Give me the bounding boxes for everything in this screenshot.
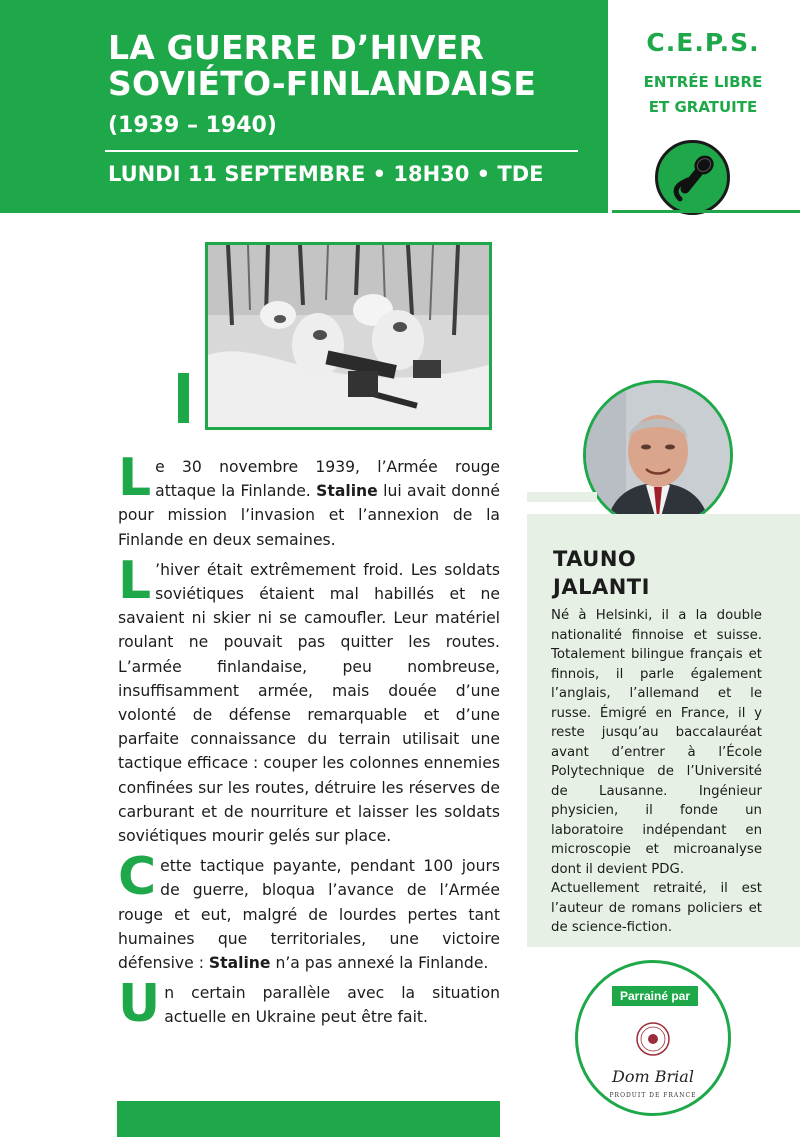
article-paragraph-2: [118, 550, 500, 848]
title-dates: (1939 – 1940): [108, 113, 277, 138]
speaker-bio: [551, 606, 762, 938]
footer-bar: [117, 1101, 500, 1137]
speaker-bio-paragraph-2: Actuellement retraité, il est l’auteur de romans policiers et de science-fiction.: [551, 881, 762, 935]
drop-cap: L: [118, 448, 152, 508]
accent-bar: [178, 373, 189, 423]
title-line-1: LA GUERRE D’HIVER: [108, 28, 485, 67]
sponsor-tagline: PRODUIT DE FRANCE: [609, 1092, 697, 1099]
article-paragraph-1: [118, 448, 500, 552]
organizer-name: C.E.P.S.: [646, 28, 760, 57]
article-text: ette tactique payante, pendant 100 jours de guerre, bloqua l’avance de l’Armée rouge et eut, malgré de lourdes pertes tant humaines que territoriales, une victoire défensive :: [118, 857, 500, 973]
article-text: ’hiver était extrêmement froid. Les soldats soviétiques étaient mal habillés et ne savaient ni skier ni se camoufler. Leur matériel roulant ne pouvait pas quitter les routes. L’armée finlandaise, peu nombreuse, insuffisamment armée, mais douée d’une volonté de défense remarquable et d’une parfaite connaissance du terrain utilisait une tactique efficace : couper les colonnes ennemies confinées sur les routes, détruire les réserves de carburant et de nourriture et laisser les soldats soviétiques mourir gelés sur place.: [118, 560, 500, 846]
article-text: n’a pas annexé la Finlande.: [270, 954, 489, 973]
free-entry: [618, 70, 788, 120]
speaker-bio-paragraph-1: Né à Helsinki, il a la double nationalité finnoise et suisse. Totalement bilingue français et finnois, il parle également l’anglais, l’allemand et le russe. Émigré en France, il y reste jusqu’au baccalauréat avant d’entrer à l’École Polytechnique de l’Université de Lausanne. Ingénieur physicien, il fonde un laboratoire indépendant en microscopie et microanalyse dont il devient PDG.: [551, 608, 762, 877]
page-title: [108, 30, 536, 102]
speaker-last-name: JALANTI: [553, 575, 650, 599]
article-bold: Staline: [316, 482, 378, 501]
soldiers-photo: [205, 242, 492, 430]
speaker-name: [553, 545, 650, 601]
microphone-icon: [655, 140, 730, 215]
article-paragraph-4: [118, 974, 500, 1035]
event-info: LUNDI 11 SEPTEMBRE • 18H30 • TDE: [108, 162, 544, 186]
free-entry-line-1: ENTRÉE LIBRE: [643, 73, 763, 91]
speaker-first-name: TAUNO: [553, 547, 637, 571]
drop-cap: L: [118, 550, 152, 611]
drop-cap: U: [118, 974, 161, 1035]
sponsor-seal-icon: [635, 1021, 671, 1057]
sponsor-label: Parrainé par: [612, 986, 698, 1006]
title-line-2: SOVIÉTO-FINLANDAISE: [108, 64, 537, 103]
free-entry-line-2: ET GRATUITE: [648, 98, 758, 116]
drop-cap: C: [118, 847, 157, 908]
sponsor-badge: [575, 960, 731, 1116]
sponsor-brand: Dom Brial: [612, 1067, 694, 1086]
speaker-portrait: [583, 380, 733, 530]
header-divider: [105, 150, 578, 152]
header-band: [0, 0, 608, 213]
article-paragraph-3: [118, 847, 500, 975]
article-text: e 30 novembre 1939, l’Armée rouge attaque la Finlande.: [155, 458, 500, 501]
header-right-rule: [612, 210, 800, 213]
article-bold: Staline: [208, 954, 271, 973]
article-text: lui avait donné pour mission l’invasion et l’annexion de la Finlande en deux semaines.: [118, 482, 500, 549]
article-text: n certain parallèle avec la situation actuelle en Ukraine peut être fait.: [164, 984, 500, 1027]
panel-accent-line: [527, 492, 597, 502]
article-body: [118, 448, 500, 1036]
